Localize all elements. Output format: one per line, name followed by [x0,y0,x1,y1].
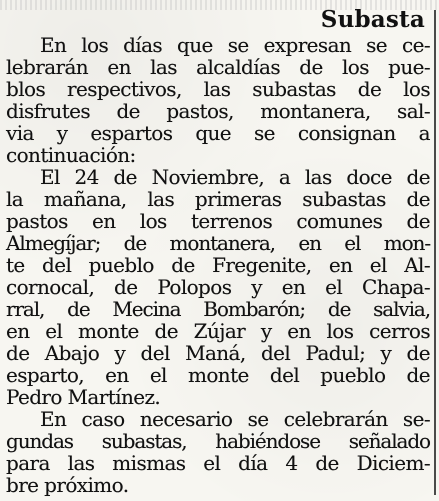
text-line-7: El 24 de Noviembre, a las doce de [40,165,430,189]
text-line-17: Pedro Martínez. [6,385,161,409]
text-line-21: bre próximo. [6,473,129,497]
text-line-10: Almegíjar; de montanera, en el mon- [6,231,430,255]
text-line-6: continuación: [6,143,136,167]
article-heading: Subasta [320,6,425,33]
text-line-18: En caso necesario se celebrarán se- [40,407,430,431]
text-line-11: te del pueblo de Fregenite, en el Al- [6,253,430,277]
text-line-20: para las mismas el día 4 de Diciem- [6,451,430,475]
text-line-4: disfrutes de pastos, montanera, sal- [6,99,430,123]
column-rule [434,10,436,495]
text-line-12: cornocal, de Polopos y en el Chapa- [6,275,430,299]
text-line-19: gundas subastas, habiéndose señalado [6,429,430,453]
text-line-14: en el monte de Zújar y en los cerros [6,319,430,343]
text-line-5: via y espartos que se consignan a [6,121,430,145]
text-line-15: de Abajo y del Maná, del Padul; y de [6,341,430,365]
text-line-13: rral, de Mecina Bombarón; de salvia, [6,297,430,321]
text-line-16: esparto, en el monte del pueblo de [6,363,430,387]
text-line-3: blos respectivos, las subastas de los [6,77,430,101]
text-line-9: pastos en los terrenos comunes de [6,209,430,233]
text-line-8: la mañana, las primeras subastas de [6,187,430,211]
article-body [6,34,430,496]
text-line-2: lebrarán en las alcaldías de los pue- [6,55,430,79]
text-line-1: En los días que se expresan se ce- [40,33,430,57]
